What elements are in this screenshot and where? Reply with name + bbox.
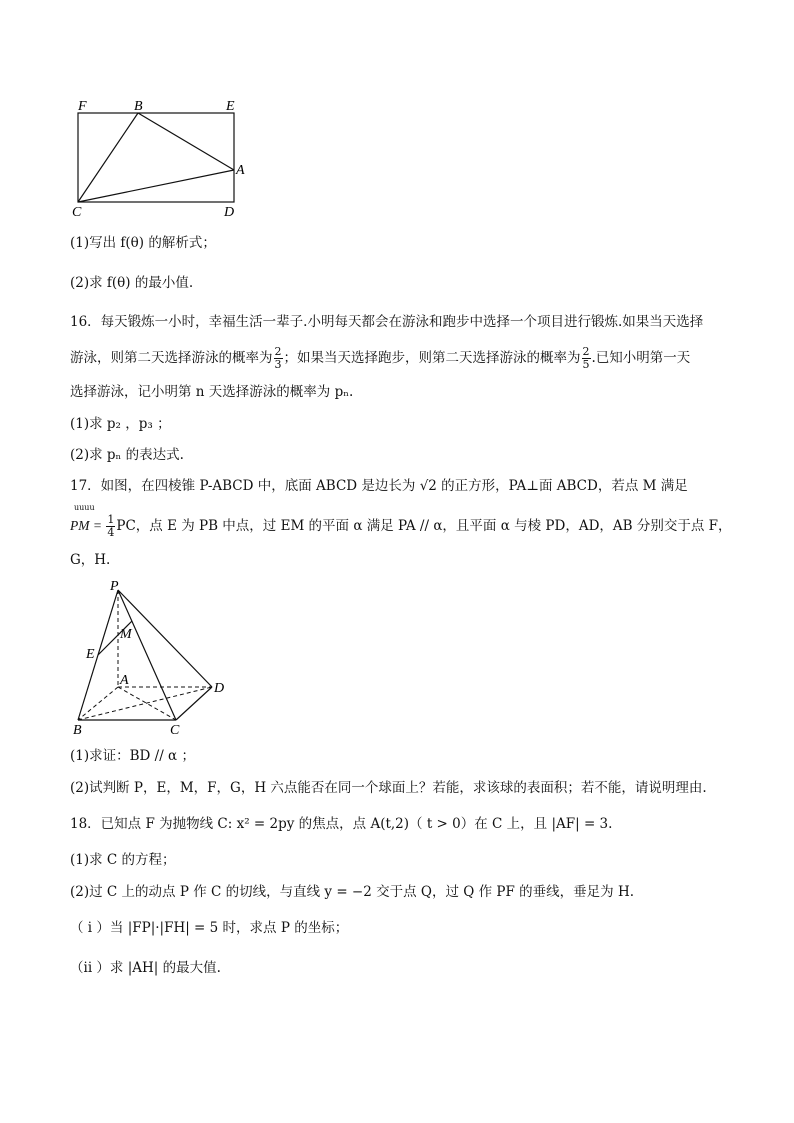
label-C: C <box>72 205 82 220</box>
vector-arrow-mark: uuuu <box>74 503 95 512</box>
q17-part2: (2)试判断 P，E，M，F，G，H 六点能否在同一个球面上？若能，求该球的表面积；若不能，请说明理由. <box>70 780 707 796</box>
label-C: C <box>170 723 180 738</box>
q17-line1: 17．如图，在四棱锥 P-ABCD 中，底面 ABCD 是边长为 √2 的正方形，PA⊥面 ABCD，若点 M 满足 <box>70 478 688 494</box>
edge-CD <box>176 687 212 720</box>
label-E: E <box>226 99 235 114</box>
fraction-denominator: 3 <box>274 358 282 371</box>
q16-part2: (2)求 pₙ 的表达式. <box>70 447 184 463</box>
q16-line1: 16．每天锻炼一小时，幸福生活一辈子.小明每天都会在游泳和跑步中选择一个项目进行锻炼.如果当天选择 <box>70 314 704 330</box>
label-A: A <box>120 673 129 688</box>
label-D: D <box>224 205 235 220</box>
edge-PC <box>118 590 176 720</box>
label-B: B <box>73 723 82 738</box>
fraction-numerator: 1 <box>107 513 115 526</box>
fraction-denominator: 4 <box>107 526 115 539</box>
q18-part1: (1)求 C 的方程； <box>70 852 176 868</box>
label-E: E <box>86 647 95 662</box>
q16-line3: 选择游泳，记小明第 n 天选择游泳的概率为 pₙ. <box>70 384 354 400</box>
q18-line1: 18．已知点 F 为抛物线 C: x² = 2py 的焦点，点 A(t,2)（ t > 0）在 C 上，且 |AF| = 3. <box>70 816 613 832</box>
q15-part1: (1)写出 f(θ) 的解析式； <box>70 235 216 251</box>
label-F: F <box>78 99 87 114</box>
q17-part1: (1)求证：BD // α ； <box>70 748 195 764</box>
q16-line2-part-a: 游泳，则第二天选择游泳的概率为 <box>70 350 273 366</box>
q16-line2-part-c: .已知小明第一天 <box>591 350 691 366</box>
q17-line3: G，H. <box>70 552 111 568</box>
label-M: M <box>120 627 132 642</box>
q17-line2-part-b: PC，点 E 为 PB 中点，过 EM 的平面 α 满足 PA // α，且平面 α 与棱 PD，AD，AB 分别交于点 F， <box>116 518 732 534</box>
label-P: P <box>110 579 119 594</box>
q18-part2: (2)过 C 上的动点 P 作 C 的切线，与直线 y = −2 交于点 Q，过 Q 作 PF 的垂线，垂足为 H. <box>70 884 635 900</box>
label-D: D <box>214 681 225 696</box>
edge-AB <box>78 687 118 720</box>
edge-PD <box>118 590 212 687</box>
q16-part1: (1)求 p₂ ，p₃ ； <box>70 416 171 432</box>
fraction-denominator: 5 <box>582 358 590 371</box>
q17-line2-part-a: PM = <box>70 518 106 533</box>
fraction-numerator: 2 <box>582 345 590 358</box>
q15-part2: (2)求 f(θ) 的最小值. <box>70 275 194 291</box>
q18-part2-i: （ i ）当 |FP|·|FH| = 5 时，求点 P 的坐标； <box>70 920 349 936</box>
fraction-numerator: 2 <box>274 345 282 358</box>
q18-part2-ii: （ii ）求 |AH| 的最大值. <box>70 960 221 976</box>
q16-line2-part-b: ；如果当天选择跑步，则第二天选择游泳的概率为 <box>283 350 581 366</box>
label-B: B <box>134 99 143 114</box>
diagonal-BD <box>78 687 212 720</box>
label-A: A <box>236 163 245 178</box>
